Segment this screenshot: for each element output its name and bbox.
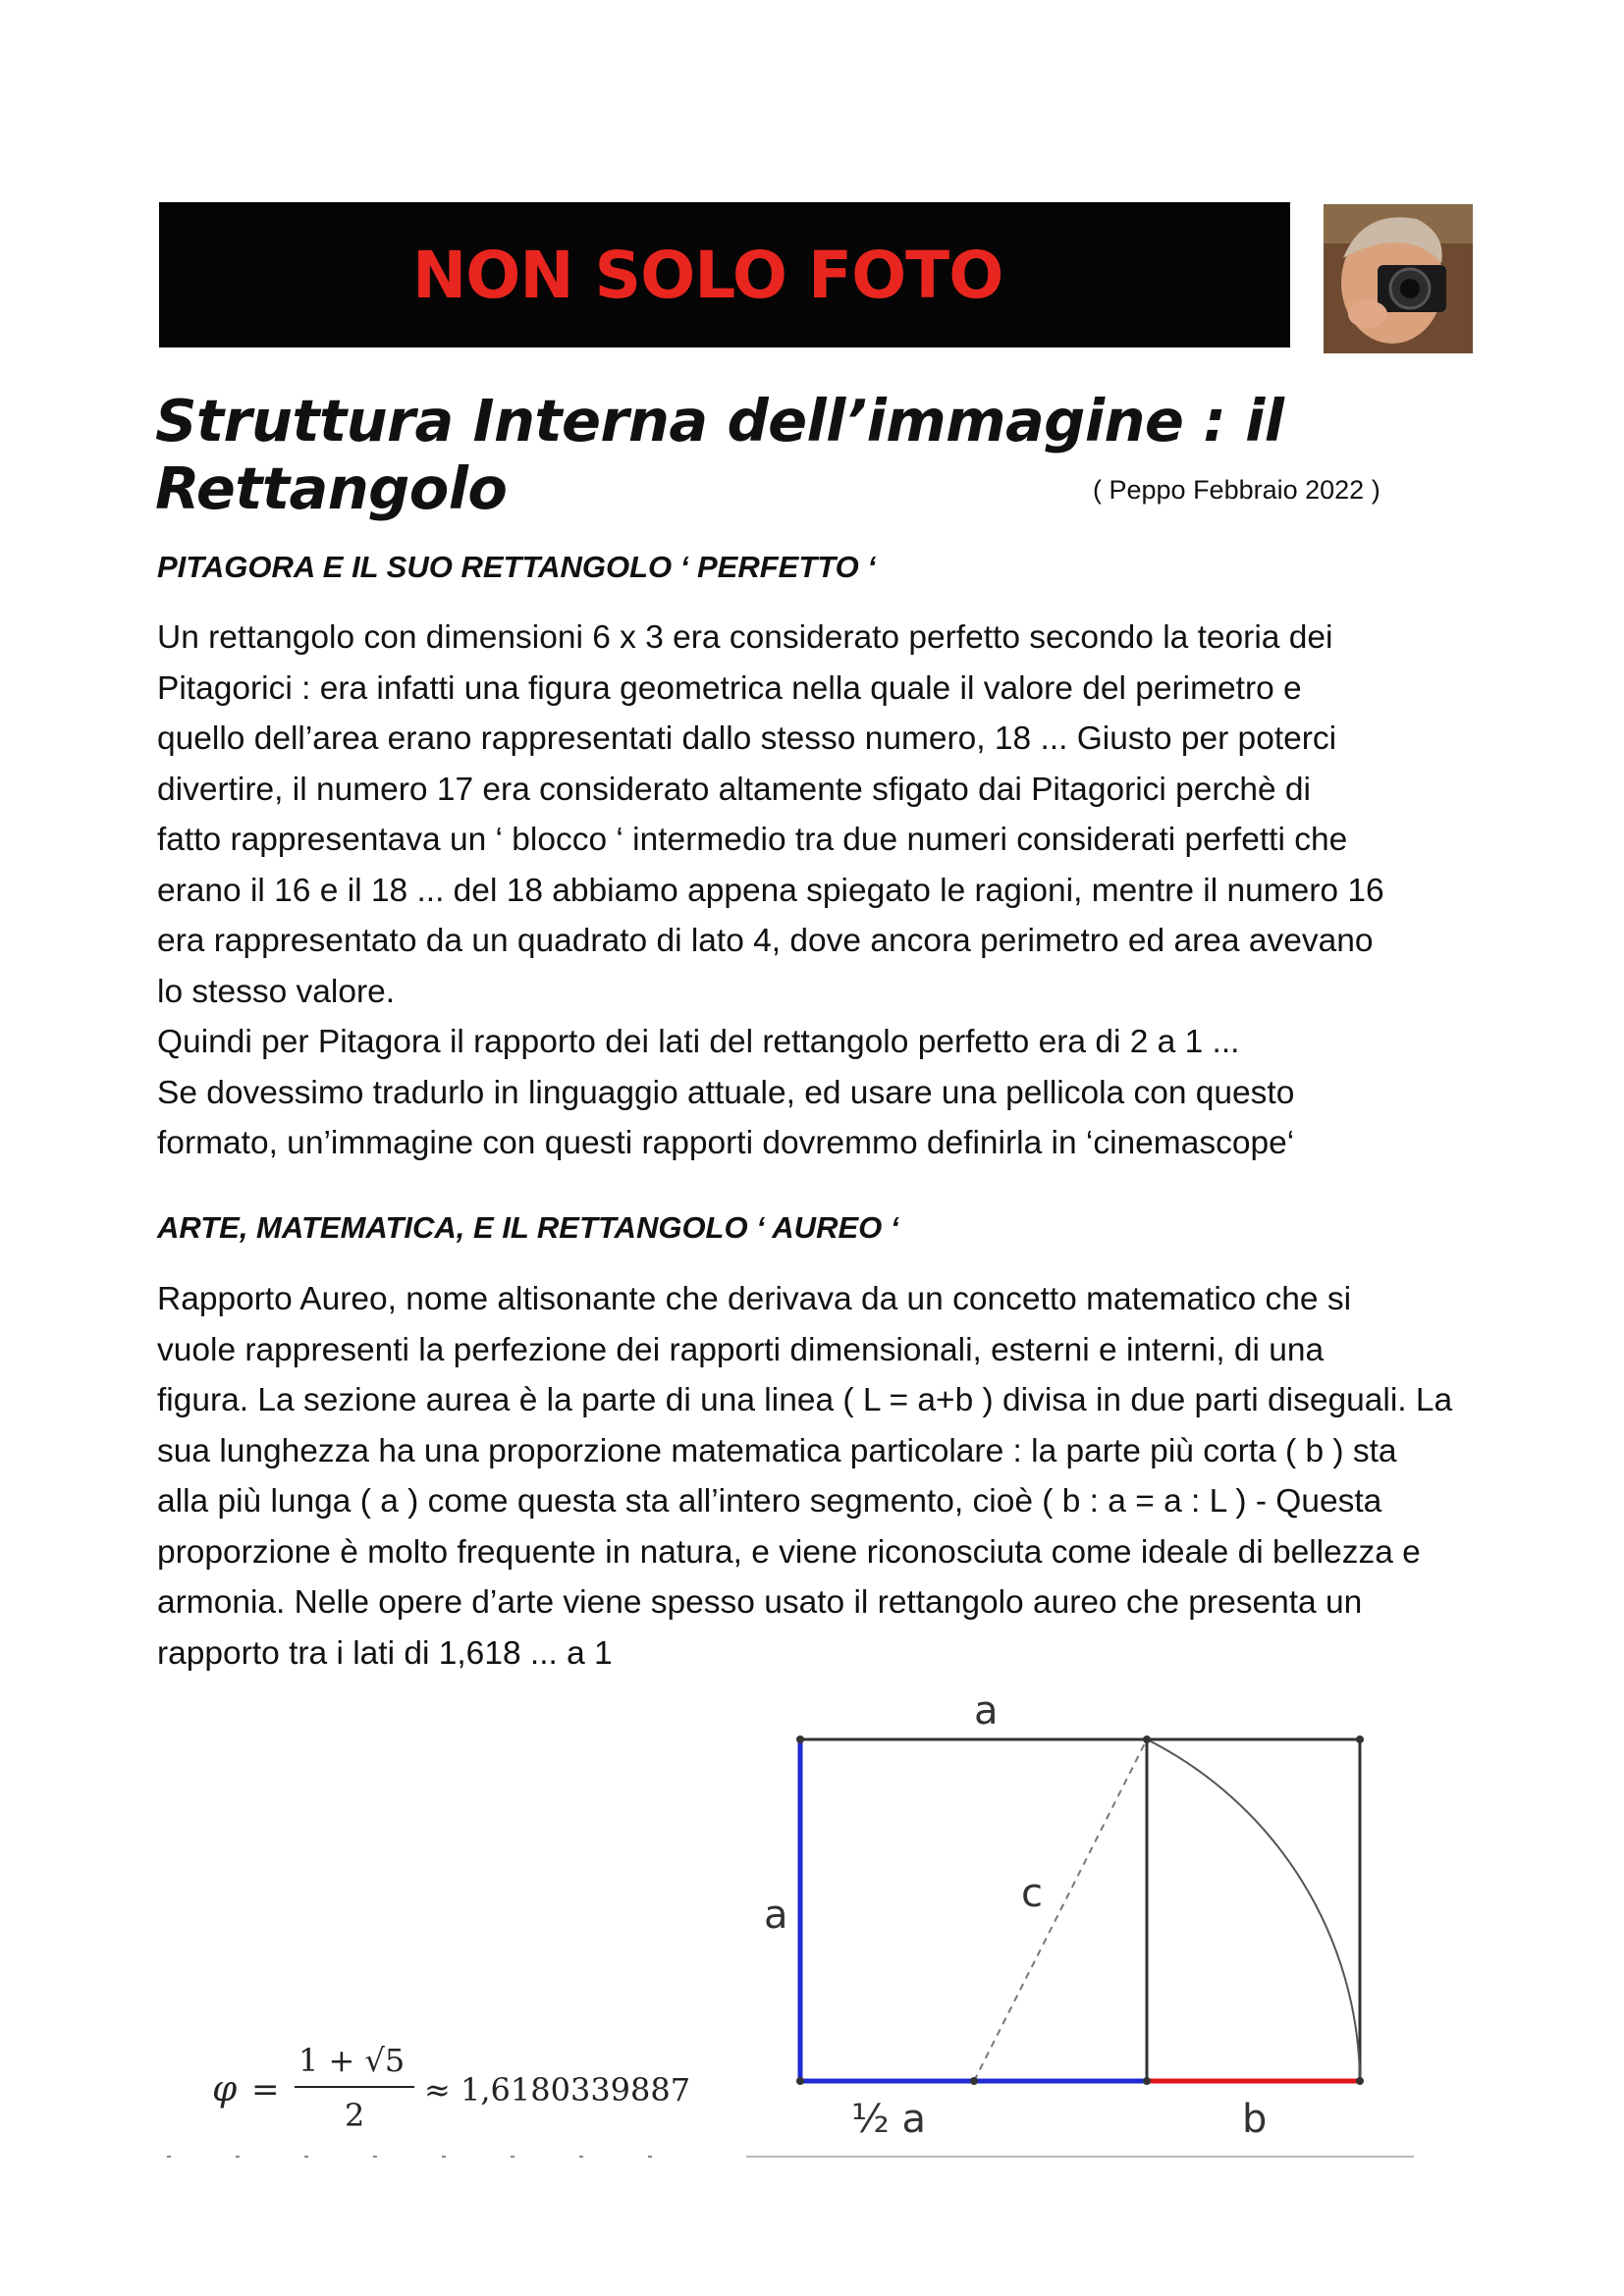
section2-heading: ARTE, MATEMATICA, E IL RETTANGOLO ‘ AUREO ‘ <box>157 1210 899 1245</box>
paragraph-line: Rapporto Aureo, nome altisonante che derivava da un concetto matematico che si <box>157 1281 1352 1317</box>
golden-ratio-formula <box>212 2032 703 2140</box>
paragraph-line: quello dell’area erano rappresentati dallo stesso numero, 18 ... Giusto per poterci <box>157 721 1337 757</box>
author-photo <box>1324 204 1473 353</box>
label-c: c <box>1021 1871 1043 1916</box>
paragraph-line: Pitagorici : era infatti una figura geometrica nella quale il valore del perimetro e <box>157 669 1302 707</box>
formula-denominator: 2 <box>345 2097 365 2134</box>
document-subtitle: ( Peppo Febbraio 2022 ) <box>1093 475 1380 505</box>
header-banner <box>159 202 1290 347</box>
arc <box>1147 1739 1360 2081</box>
paragraph-line: divertire, il numero 17 era considerato altamente sfigato dai Pitagorici perchè di <box>157 771 1311 808</box>
paragraph-line: Se dovessimo tradurlo in linguaggio attuale, ed usare una pellicola con questo <box>157 1074 1295 1111</box>
paragraph-line: fatto rappresentava un ‘ blocco ‘ intermedio tra due numeri considerati perfetti che <box>157 822 1348 858</box>
diagonal-c <box>974 1739 1147 2081</box>
label-half-a: ½ a <box>851 2097 926 2142</box>
vertex <box>1356 1735 1364 1743</box>
vertex <box>796 2077 804 2085</box>
paragraph-line: figura. La sezione aurea è la parte di una linea ( L = a+b ) divisa in due parti diseguali. La <box>157 1382 1453 1418</box>
paragraph-line: Un rettangolo con dimensioni 6 x 3 era considerato perfetto secondo la teoria dei <box>157 619 1333 656</box>
section2-body <box>157 1274 1492 1679</box>
paragraph-line: proporzione è molto frequente in natura, e viene riconosciuta come ideale di bellezza e <box>157 1533 1421 1571</box>
paragraph-line: armonia. Nelle opere d’arte viene spesso usato il rettangolo aureo che presenta un <box>157 1584 1363 1621</box>
equals-sign: = <box>251 2070 280 2109</box>
banner-title: NON SOLO FOTO <box>412 237 1003 313</box>
section1-body <box>157 613 1492 1169</box>
paragraph-line: alla più lunga ( a ) come questa sta all’intero segmento, cioè ( b : a = a : L ) - Questa <box>157 1483 1382 1520</box>
formula-approx: ≈ 1,6180339887 <box>424 2071 691 2109</box>
label-b: b <box>1242 2097 1268 2142</box>
paragraph-line: rapporto tra i lati di 1,618 ... a 1 <box>157 1634 613 1672</box>
document-title: Struttura Interna dell’immagine : il Rettangolo <box>155 387 1284 522</box>
cutoff-line-right <box>746 2156 1414 2158</box>
cutoff-line-left <box>167 2156 697 2158</box>
paragraph-line: formato, un’immagine con questi rapporti dovremmo definirla in ‘cinemascope‘ <box>157 1125 1295 1161</box>
vertex <box>970 2077 978 2085</box>
paragraph-line: sua lunghezza ha una proporzione matematica particolare : la parte più corta ( b ) sta <box>157 1432 1397 1469</box>
paragraph-line: lo stesso valore. <box>157 973 396 1010</box>
paragraph-line: erano il 16 e il 18 ... del 18 abbiamo appena spiegato le ragioni, mentre il numero 16 <box>157 872 1384 909</box>
section1-heading: PITAGORA E IL SUO RETTANGOLO ‘ PERFETTO ‘ <box>157 550 876 584</box>
vertex <box>1356 2077 1364 2085</box>
vertex <box>796 1735 804 1743</box>
phi-symbol: φ <box>212 2069 238 2109</box>
label-top-a: a <box>974 1688 999 1734</box>
formula-numerator: 1 + √5 <box>298 2042 406 2079</box>
label-left-a: a <box>764 1893 788 1938</box>
paragraph-line: era rappresentato da un quadrato di lato 4, dove ancora perimetro ed area avevano <box>157 923 1374 959</box>
vertex <box>1143 2077 1151 2085</box>
paragraph-line: vuole rappresenti la perfezione dei rapporti dimensionali, esterni e interni, di una <box>157 1331 1325 1368</box>
vertex <box>1143 1735 1151 1743</box>
golden-rectangle-diagram <box>746 1688 1424 2160</box>
paragraph-line: Quindi per Pitagora il rapporto dei lati del rettangolo perfetto era di 2 a 1 ... <box>157 1024 1240 1060</box>
